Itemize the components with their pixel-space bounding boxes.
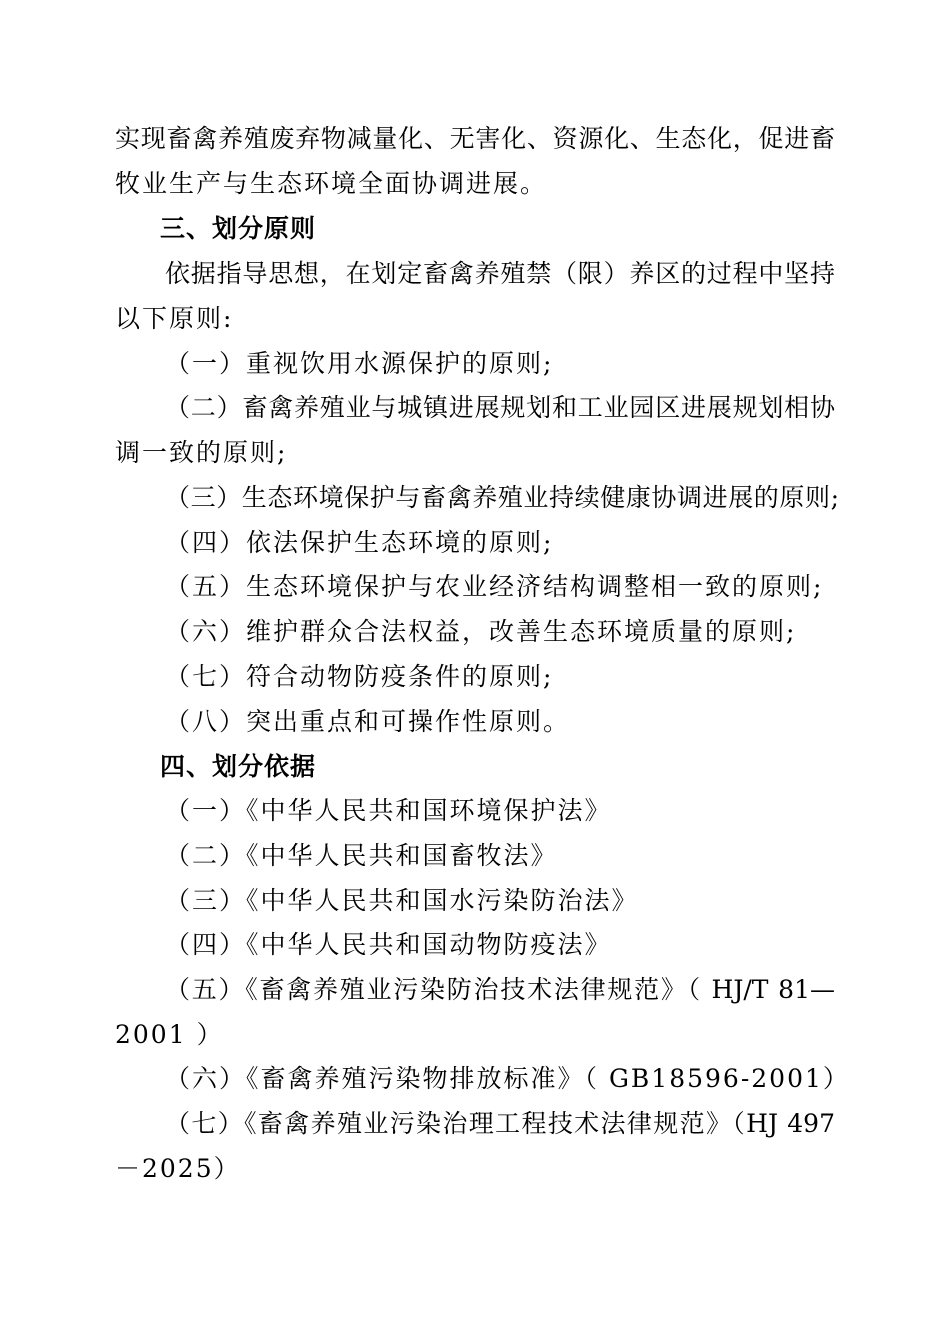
section-heading: 三、划分原则 — [160, 214, 317, 243]
list-item: （一）《中华人民共和国环境保护法》 — [165, 796, 612, 825]
list-item: （一）重视饮用水源保护的原则; — [165, 349, 554, 378]
list-item: （五）《畜禽养殖业污染防治技术法律规范》（ HJ/T 81— — [165, 975, 835, 1004]
body-text-line: 以下原则: — [115, 304, 234, 333]
list-item: （八）突出重点和可操作性原则。 — [165, 707, 571, 736]
list-item: （四）《中华人民共和国动物防疫法》 — [165, 930, 612, 959]
list-item: （二）畜禽养殖业与城镇进展规划和工业园区进展规划相协 — [165, 393, 835, 422]
list-item-continuation: 调一致的原则; — [115, 438, 288, 467]
list-item: （七）《畜禽养殖业污染治理工程技术法律规范》（HJ 497 — [165, 1109, 835, 1138]
body-text-line: 依据指导思想，在划定畜禽养殖禁（限）养区的过程中坚持 — [165, 259, 835, 288]
list-item: （六）《畜禽养殖污染物排放标准》（ GB18596-2001） — [165, 1064, 850, 1093]
list-item: （三）生态环境保护与畜禽养殖业持续健康协调进展的原则; — [165, 483, 840, 512]
list-item: （五）生态环境保护与农业经济结构调整相一致的原则; — [165, 572, 824, 601]
list-item: （六）维护群众合法权益，改善生态环境质量的原则; — [165, 617, 797, 646]
list-item-continuation: 2001 ） — [115, 1020, 224, 1049]
section-heading: 四、划分依据 — [160, 752, 317, 781]
list-item: （四）依法保护生态环境的原则; — [165, 528, 554, 557]
list-item: （七）符合动物防疫条件的原则; — [165, 662, 554, 691]
list-item: （三）《中华人民共和国水污染防治法》 — [165, 886, 639, 915]
list-item-continuation: －2025） — [115, 1154, 241, 1183]
list-item: （二）《中华人民共和国畜牧法》 — [165, 841, 558, 870]
body-text-line: 牧业生产与生态环境全面协调进展。 — [115, 169, 548, 198]
body-text-line: 实现畜禽养殖废弃物减量化、无害化、资源化、生态化，促进畜 — [115, 124, 835, 153]
